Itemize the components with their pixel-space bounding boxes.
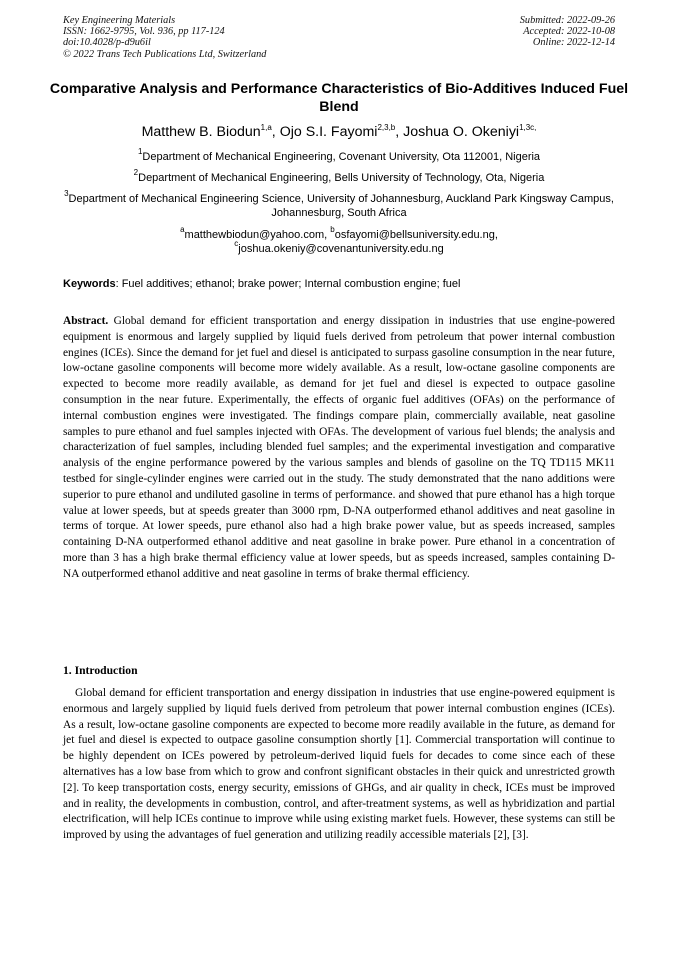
abstract [63, 314, 615, 583]
online-date: Online: 2022-12-14 [532, 37, 615, 49]
author-name: Joshua O. Okeniyi [403, 124, 520, 140]
journal-info [63, 15, 266, 60]
accepted-date: Accepted: 2022-10-08 [523, 26, 615, 38]
email-link[interactable]: osfayomi@bellsuniversity.edu.ng [334, 229, 495, 241]
author-list: Matthew B. Biodun$^{1,a}$, Ojo S.I. Fayomi$^{2,3,b}$, Joshua O. Okeniyi$^{1,3c,}$ [141, 123, 537, 140]
submission-dates [520, 15, 615, 49]
affiliation [50, 189, 628, 220]
keywords [63, 277, 623, 291]
email-mark: b [330, 225, 335, 234]
email-mark: c [234, 239, 239, 248]
email-mark: a [180, 225, 185, 234]
email-link[interactable]: matthewbiodun@yahoo.com [184, 229, 325, 241]
affiliation-text: Department of Mechanical Engineering, Covenant University, Ota 112001, Nigeria [142, 151, 541, 163]
journal-name: Key Engineering Materials [63, 15, 176, 26]
journal-copyright: © 2022 Trans Tech Publications Ltd, Switzerland [63, 48, 267, 60]
affiliation-text: Department of Mechanical Engineering, Bells University of Technology, Ota, Nigeria [138, 172, 545, 184]
keywords-text: : Fuel additives; ethanol; brake power; Internal combustion engine; fuel [115, 278, 461, 290]
affiliation [50, 168, 628, 185]
affiliation-text: Department of Mechanical Engineering Science, University of Johannesburg, Auckland Park Kingsway Campus, Johannesburg, South Africa [68, 193, 614, 219]
paper-title: Comparative Analysis and Performance Characteristics of Bio-Additives Induced Fuel Blend [49, 81, 629, 115]
author-affiliation-mark: 1,3c, [519, 123, 537, 132]
affiliation-mark: 1 [137, 147, 143, 156]
section-heading: 1. Introduction [63, 664, 138, 677]
introduction-paragraph: Global demand for efficient transportation and energy dissipation in industries that use engine-powered equipment is enormous and largely supplied by liquid fuels derived from petroleum that power internal combustion engines (ICEs). As a result, low-octane gasoline components are expected to become more readily available in the future, as demand for jet fuel and diesel is expected to outpace gasoline consumption shortly [1]. Commercial transportation will continue to be highly dependent on ICEs powered by petroleum-derived liquid fuels for decades to come since each of these alternatives has a low base from which to grow and confront significant obstacles in their quick and unrestricted growth [2]. To keep transportation costs, energy security, emissions of GHGs, and air quality in check, ICEs must be improved and in reality, the developments in combustion, control, and after-treatment systems, as well as hybridization and partial electrification, will help ICEs continue to improve while using existing market fuels. However, these systems can still be improved by using the advantages of fuel generation and utilizing readily accessible materials [2], [3]. [63, 687, 615, 842]
author-name: Matthew B. Biodun [141, 124, 261, 140]
email-link[interactable]: joshua.okeniy@covenantuniversity.edu.ng [238, 243, 444, 255]
journal-doi[interactable]: doi:10.4028/p-d9u6il [63, 37, 151, 49]
affiliation-mark: 3 [64, 189, 69, 198]
abstract-text: Global demand for efficient transportation and energy dissipation in industries that use engine-powered equipment is enormous and largely supplied by liquid fuels derived from petroleum that power internal combustion engines (ICEs). Since the demand for jet fuel and diesel is anticipated to surpass gasoline consumption in the near future, low-octane gasoline components will become more widely available. As a result, low-octane gasoline components are expected to become more readily available, as demand for jet fuel and diesel is expected to outpace gasoline consumption in the near future. Experimentally, the effects of organic fuel additives (OFAs) on the performance of internal combustion engines were investigated. The findings compare plain, commercially available, neat gasoline samples to pure ethanol and fuel samples injected with OFAs. The development of various fuel blends; the analysis and characterization of fuel samples, including blended fuel samples; and the experimental investigation and comparative analysis of the engine performance powered by the various samples and blends of gasoline on the TQ TD115 MK11 testbed for single-cylinder engines were carried out in the study. The study demonstrated that the nano additions were superior to pure ethanol and undiluted gasoline in terms of performance. and showed that pure ethanol has a high torque value at lower speeds, but at speeds greater than 3000 rpm, D-NA outperformed ethanol additives and neat gasoline in terms of torque. At lower speeds, pure ethanol also had a high brake power value, but as speeds increased, samples containing D-NA outperformed ethanol additive and neat gasoline in brake power. Pure ethanol in a concentration of more than 3 has a high brake thermal efficiency value at lower speeds, but as speeds increased, samples containing D-NA outperformed ethanol additive and neat gasoline in terms of brake thermal efficiency. [63, 315, 615, 580]
author-affiliation-mark: 1,a [260, 123, 272, 132]
submitted-date: Submitted: 2022-09-26 [519, 15, 615, 26]
abstract-label: Abstract. [63, 315, 109, 327]
author-name: Ojo S.I. Fayomi [279, 124, 378, 140]
affiliation [50, 147, 628, 164]
author-affiliation-mark: 2,3,b [377, 123, 396, 132]
journal-issn: ISSN: 1662-9795, Vol. 936, pp 117-124 [63, 26, 225, 38]
affiliation-mark: 2 [133, 168, 139, 177]
author-emails: $^a$matthewbiodun@yahoo.com, $^b$osfayomi@bellsuniversity.edu.ng, $^c$joshua.okeniy@covenantuniversity.edu.ng [180, 225, 498, 255]
keywords-label: Keywords [63, 278, 116, 290]
